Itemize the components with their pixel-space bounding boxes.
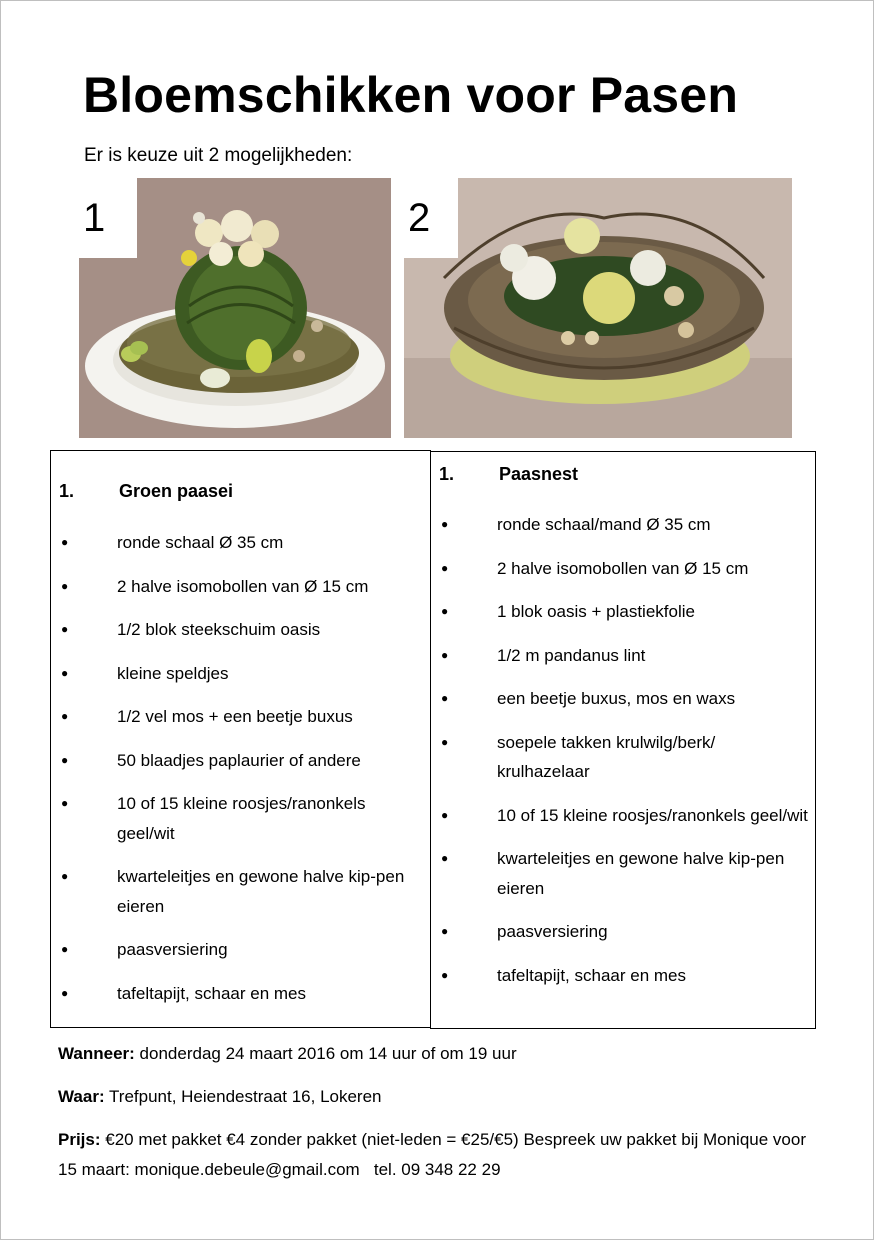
list-item	[439, 844, 809, 903]
list-item-text: 10 of 15 kleine roosjes/ranonkels geel/wit	[497, 805, 808, 825]
bullet-icon: ●	[441, 604, 449, 618]
option-box-groen-paasei	[50, 450, 431, 1028]
page-subtitle: Er is keuze uit 2 mogelijkheden:	[84, 145, 353, 166]
option-number: 1.	[59, 481, 75, 501]
list-item-text: kleine speldjes	[117, 663, 229, 683]
bullet-icon: ●	[441, 924, 449, 938]
list-item-text: ronde schaal Ø 35 cm	[117, 533, 284, 552]
list-item	[439, 728, 809, 787]
list-item	[59, 572, 424, 602]
info-where	[58, 1082, 382, 1112]
list-item-text: ronde schaal/mand Ø 35 cm	[497, 515, 711, 534]
bullet-icon: ●	[61, 985, 69, 1000]
list-item	[59, 862, 424, 921]
list-item-text: 10 of 15 kleine roosjes/ranonkels geel/wit	[117, 794, 366, 843]
option-box-paasnest	[430, 451, 816, 1029]
bullet-icon: ●	[441, 851, 449, 865]
bullet-icon: ●	[61, 535, 69, 549]
photo-2-number: 2	[404, 178, 458, 258]
bullet-icon: ●	[441, 807, 449, 822]
list-item	[59, 746, 424, 776]
list-item	[59, 789, 424, 848]
list-item	[439, 554, 809, 584]
list-item-text: een beetje buxus, mos en waxs	[497, 689, 736, 708]
bullet-icon: ●	[61, 796, 69, 810]
list-item	[439, 510, 809, 540]
list-item	[59, 979, 424, 1009]
list-item	[439, 684, 809, 714]
bullet-icon: ●	[441, 967, 449, 982]
list-item-text: 1/2 m pandanus lint	[497, 645, 646, 665]
bullet-icon: ●	[61, 622, 69, 636]
list-item	[59, 702, 424, 732]
photo-paasnest	[404, 178, 792, 438]
bullet-icon: ●	[61, 869, 69, 883]
list-item	[439, 961, 809, 991]
list-item-text: paasversiering	[117, 940, 228, 959]
materials-list	[439, 510, 809, 1004]
info-when-value: donderdag 24 maart 2016 om 14 uur of om 19 uur	[134, 1044, 517, 1063]
list-item-text: 2 halve isomobollen van Ø 15 cm	[117, 576, 369, 596]
info-price	[58, 1125, 818, 1184]
bullet-icon: ●	[441, 734, 449, 749]
list-item	[59, 615, 424, 645]
bullet-icon: ●	[61, 752, 69, 767]
photo-1-number: 1	[79, 178, 137, 258]
info-when	[58, 1039, 517, 1069]
list-item-text: 1 blok oasis + plastiekfolie	[497, 602, 695, 621]
bullet-icon: ●	[441, 691, 449, 705]
list-item	[59, 935, 424, 965]
bullet-icon: ●	[61, 709, 69, 723]
info-where-label: Waar:	[58, 1087, 105, 1106]
bullet-icon: ●	[61, 578, 69, 593]
list-item	[439, 641, 809, 671]
list-item	[59, 659, 424, 689]
list-item-text: 1/2 vel mos + een beetje buxus	[117, 707, 353, 726]
info-where-value: Trefpunt, Heiendestraat 16, Lokeren	[104, 1087, 382, 1106]
list-item	[59, 528, 424, 558]
info-price-value: €20 met pakket €4 zonder pakket (niet-leden = €25/€5) Bespreek uw pakket bij Monique voor 15 maart: monique.debeule@gmail.com tel. 09 348 22 29	[58, 1130, 811, 1179]
option-number: 1.	[439, 464, 455, 484]
materials-list	[59, 528, 424, 1022]
info-price-label: Prijs:	[58, 1130, 101, 1149]
option-title: Groen paasei	[119, 481, 234, 501]
list-item-text: 50 blaadjes paplaurier of andere	[117, 750, 361, 770]
info-when-label: Wanneer:	[58, 1044, 135, 1063]
option-title: Paasnest	[499, 464, 579, 484]
bullet-icon: ●	[61, 665, 69, 680]
list-item-text: tafeltapijt, schaar en mes	[117, 983, 306, 1003]
list-item-text: paasversiering	[497, 922, 608, 941]
list-item	[439, 801, 809, 831]
easter-nest-arrangement-photo	[404, 178, 792, 438]
page-title: Bloemschikken voor Pasen	[83, 67, 739, 123]
bullet-icon: ●	[441, 517, 449, 531]
bullet-icon: ●	[61, 942, 69, 956]
list-item	[439, 917, 809, 947]
list-item-text: kwarteleitjes en gewone halve kip-pen eieren	[497, 849, 785, 898]
list-item	[439, 597, 809, 627]
list-item-text: soepele takken krulwilg/berk/ krulhazelaar	[497, 732, 716, 781]
list-item-text: kwarteleitjes en gewone halve kip-pen eieren	[117, 867, 405, 916]
list-item-text: 2 halve isomobollen van Ø 15 cm	[497, 558, 749, 578]
list-item-text: tafeltapijt, schaar en mes	[497, 965, 686, 985]
bullet-icon: ●	[441, 647, 449, 662]
list-item-text: 1/2 blok steekschuim oasis	[117, 620, 321, 639]
bullet-icon: ●	[441, 560, 449, 575]
